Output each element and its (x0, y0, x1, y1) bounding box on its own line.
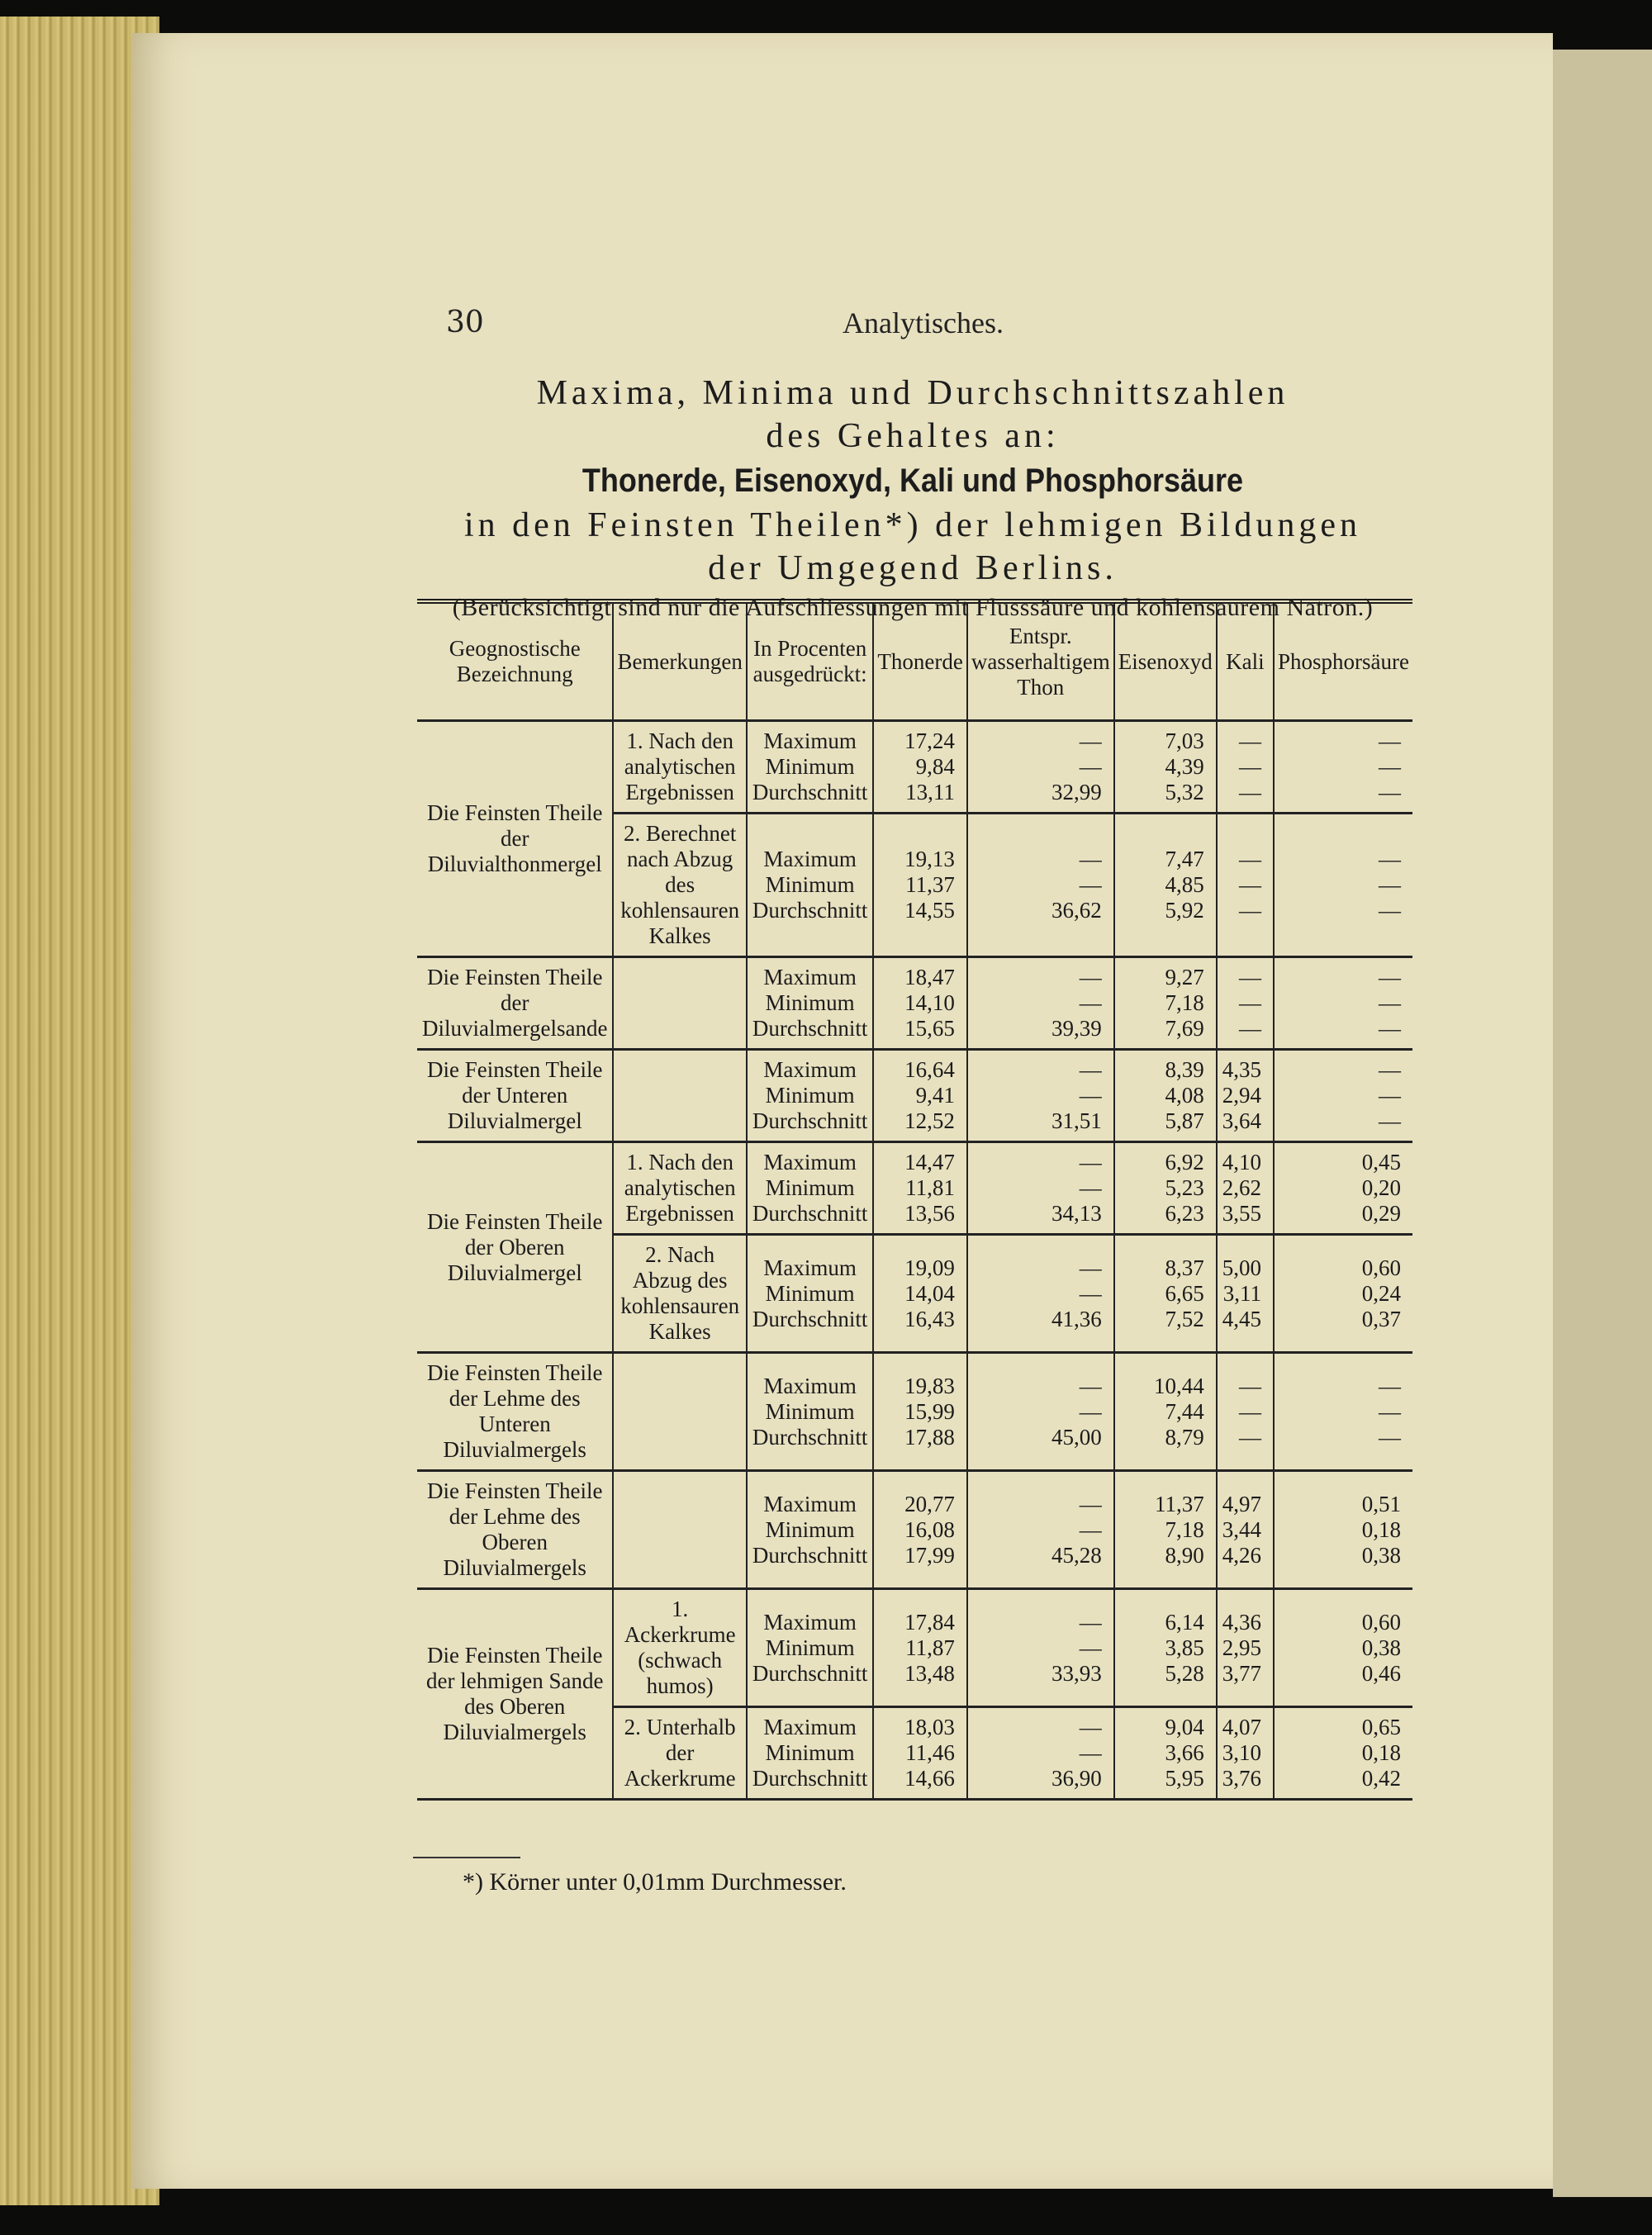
kali-cell-value: 4,35 (1222, 1057, 1262, 1082)
kind-cell (747, 1707, 873, 1800)
thon-cell-value: 18,47 (904, 965, 955, 989)
kind-cell-value: Durchschnitt (752, 780, 868, 804)
kali-cell (1217, 957, 1274, 1050)
phos-cell-value: 0,29 (1361, 1201, 1401, 1226)
phos-cell-value: 0,60 (1361, 1609, 1401, 1635)
facing-page-edge (1553, 50, 1652, 2197)
kali-cell-value: 3,44 (1222, 1516, 1262, 1542)
thon-cell-value: 15,99 (904, 1398, 955, 1424)
eisen-cell-value: 6,92 (1165, 1150, 1204, 1174)
kali-cell-value: — (1239, 965, 1262, 989)
wasser-cell (967, 1589, 1114, 1707)
wasser-cell-value: 39,39 (1051, 1016, 1102, 1041)
phos-cell-value: 0,42 (1361, 1766, 1401, 1791)
column-header-wasser: Entspr. wasserhaltigem Thon (967, 601, 1114, 721)
thon-cell-value: 11,46 (905, 1740, 955, 1765)
page-number: 30 (446, 306, 484, 339)
thon-cell-value: 14,10 (904, 990, 955, 1015)
phos-cell-value: 0,38 (1361, 1542, 1401, 1568)
eisen-cell-value: 7,44 (1165, 1398, 1204, 1424)
column-header-proc: In Procenten ausgedrückt: (747, 601, 873, 721)
wasser-cell (967, 1235, 1114, 1353)
eisen-cell-value: 7,52 (1165, 1306, 1204, 1331)
thon-cell-value: 11,81 (905, 1175, 955, 1200)
wasser-cell-value: 32,99 (1051, 780, 1102, 804)
kali-cell-value: — (1239, 754, 1262, 779)
kind-cell (747, 957, 873, 1050)
kind-cell-value: Durchschnitt (752, 1424, 868, 1450)
thon-cell (873, 1353, 966, 1471)
eisen-cell-value: 7,18 (1165, 1516, 1204, 1542)
thon-cell-value: 11,37 (905, 872, 955, 897)
wasser-cell-value: — (1079, 1150, 1102, 1174)
thon-cell (873, 1707, 966, 1800)
phos-cell-value: 0,38 (1361, 1635, 1401, 1660)
page-header (446, 306, 1388, 347)
table-row (417, 957, 1412, 1050)
phos-cell (1274, 1589, 1412, 1707)
phos-cell-value: — (1379, 1016, 1401, 1041)
kali-cell (1217, 1235, 1274, 1353)
wasser-cell (967, 1471, 1114, 1589)
thon-cell-value: 14,47 (904, 1150, 955, 1174)
data-table-wrapper (417, 599, 1408, 1801)
kind-cell-value: Minimum (765, 1740, 855, 1765)
thon-cell (873, 1471, 966, 1589)
thon-cell-value: 16,08 (904, 1516, 955, 1542)
thon-cell-value: 17,99 (904, 1542, 955, 1568)
thon-cell-value: 17,24 (904, 728, 955, 753)
remark-cell: 1. Ackerkrume (schwach humos) (613, 1589, 746, 1707)
kind-cell-value: Maximum (763, 965, 857, 989)
thon-cell-value: 19,09 (904, 1255, 955, 1280)
eisen-cell-value: 5,28 (1165, 1660, 1204, 1686)
wasser-cell-value: — (1079, 1255, 1102, 1280)
phos-cell-value: — (1379, 1373, 1401, 1398)
eisen-cell-value: 8,37 (1165, 1255, 1204, 1280)
kali-cell-value: 3,76 (1222, 1766, 1262, 1791)
kind-cell (747, 1142, 873, 1235)
wasser-cell-value: — (1079, 1516, 1102, 1542)
thon-cell (873, 1235, 966, 1353)
kind-cell-value: Minimum (765, 1083, 855, 1108)
thon-cell-value: 17,84 (904, 1609, 955, 1635)
kali-cell (1217, 721, 1274, 814)
kind-cell (747, 1050, 873, 1142)
designation-cell: Die Feinsten Theile der Oberen Diluvialmergel (417, 1142, 613, 1353)
kali-cell-value: 4,45 (1222, 1306, 1262, 1331)
wasser-cell-value: 45,00 (1051, 1424, 1102, 1450)
phos-cell (1274, 814, 1412, 957)
thon-cell-value: 9,84 (915, 754, 955, 779)
thon-cell-value: 16,64 (904, 1057, 955, 1082)
kali-cell-value: — (1239, 1016, 1262, 1041)
footnote-rule (413, 1857, 520, 1858)
kind-cell (747, 1471, 873, 1589)
kind-cell-value: Maximum (763, 1255, 857, 1280)
column-header-phos: Phosphorsäure (1274, 601, 1412, 721)
thon-cell-value: 13,48 (904, 1660, 955, 1686)
phos-cell-value: — (1379, 990, 1401, 1015)
title-note: (Berücksichtigt sind nur die Aufschliessungen mit Flusssäure und kohlensaurem Natron.) (452, 594, 1374, 621)
remark-cell: 2. Nach Abzug des kohlensauren Kalkes (613, 1235, 746, 1353)
wasser-cell (967, 1142, 1114, 1235)
phos-cell (1274, 1353, 1412, 1471)
kind-cell-value: Minimum (765, 1516, 855, 1542)
eisen-cell (1114, 957, 1217, 1050)
kali-cell-value: 2,94 (1222, 1083, 1262, 1108)
wasser-cell-value: — (1079, 990, 1102, 1015)
kind-cell-value: Durchschnitt (752, 1306, 868, 1331)
phos-cell-value: 0,18 (1361, 1516, 1401, 1542)
phos-cell-value: — (1379, 780, 1401, 804)
kind-cell-value: Minimum (765, 1280, 855, 1306)
wasser-cell-value: — (1079, 1280, 1102, 1306)
column-header-eisen: Eisenoxyd (1114, 601, 1217, 721)
wasser-cell (967, 1707, 1114, 1800)
wasser-cell-value: 45,28 (1051, 1542, 1102, 1568)
title-line-1: Maxima, Minima und Durchschnittszahlen (536, 374, 1289, 412)
eisen-cell-value: 9,27 (1165, 965, 1204, 989)
eisen-cell-value: 8,90 (1165, 1542, 1204, 1568)
table-row (417, 1471, 1412, 1589)
kali-cell-value: — (1239, 847, 1262, 871)
kali-cell (1217, 1707, 1274, 1800)
table-row (417, 1142, 1412, 1235)
wasser-cell-value: 31,51 (1051, 1108, 1102, 1133)
phos-cell-value: — (1379, 898, 1401, 923)
phos-cell (1274, 1050, 1412, 1142)
wasser-cell-value: — (1079, 728, 1102, 753)
wasser-cell-value: — (1079, 1083, 1102, 1108)
kali-cell-value: 3,11 (1222, 1280, 1262, 1306)
title-line-5: der Umgegend Berlins. (708, 549, 1118, 587)
wasser-cell-value: 36,90 (1051, 1766, 1102, 1791)
thon-cell-value: 15,65 (904, 1016, 955, 1041)
remark-cell: 1. Nach den analytischen Ergebnissen (613, 1142, 746, 1235)
phos-cell (1274, 1471, 1412, 1589)
kind-cell-value: Maximum (763, 1715, 857, 1739)
kali-cell-value: 4,07 (1222, 1715, 1262, 1739)
designation-cell: Die Feinsten Theile der lehmigen Sande des Oberen Diluvialmergels (417, 1589, 613, 1800)
thon-cell-value: 12,52 (904, 1108, 955, 1133)
eisen-cell-value: 9,04 (1165, 1715, 1204, 1739)
eisen-cell (1114, 814, 1217, 957)
kind-cell-value: Durchschnitt (752, 1542, 868, 1568)
kali-cell (1217, 814, 1274, 957)
designation-cell: Die Feinsten Theile der Unteren Diluvialmergel (417, 1050, 613, 1142)
title-line-2: des Gehaltes an: (766, 417, 1060, 455)
eisen-cell-value: 3,85 (1165, 1635, 1204, 1660)
kind-cell-value: Durchschnitt (752, 1016, 868, 1041)
eisen-cell-value: 6,23 (1165, 1201, 1204, 1226)
table-row (417, 721, 1412, 814)
phos-cell (1274, 1707, 1412, 1800)
thon-cell-value: 20,77 (904, 1491, 955, 1516)
table-row (417, 1589, 1412, 1707)
kind-cell-value: Durchschnitt (752, 898, 868, 923)
wasser-cell-value: — (1079, 965, 1102, 989)
footnote: *) Körner unter 0,01mm Durchmesser. (463, 1868, 847, 1896)
kind-cell-value: Maximum (763, 1373, 857, 1398)
thon-cell-value: 14,66 (904, 1766, 955, 1791)
wasser-cell-value: 34,13 (1051, 1201, 1102, 1226)
thon-cell-value: 19,83 (904, 1373, 955, 1398)
wasser-cell (967, 1353, 1114, 1471)
kind-cell-value: Durchschnitt (752, 1108, 868, 1133)
table-body (417, 721, 1412, 1800)
title-line-3: Thonerde, Eisenoxyd, Kali und Phosphorsäure (582, 463, 1244, 499)
kali-cell (1217, 1050, 1274, 1142)
kali-cell-value: — (1239, 1373, 1262, 1398)
thon-cell (873, 721, 966, 814)
phos-cell-value: 0,46 (1361, 1660, 1401, 1686)
kind-cell-value: Maximum (763, 728, 857, 753)
eisen-cell-value: 5,87 (1165, 1108, 1204, 1133)
kind-cell-value: Minimum (765, 754, 855, 779)
thon-cell-value: 17,88 (904, 1424, 955, 1450)
eisen-cell (1114, 1353, 1217, 1471)
eisen-cell-value: 8,39 (1165, 1057, 1204, 1082)
remark-cell (613, 1471, 746, 1589)
wasser-cell-value: — (1079, 754, 1102, 779)
eisen-cell-value: 7,18 (1165, 990, 1204, 1015)
phos-cell-value: 0,45 (1361, 1150, 1401, 1174)
kind-cell (747, 1589, 873, 1707)
kali-cell-value: 3,64 (1222, 1108, 1262, 1133)
kind-cell-value: Maximum (763, 847, 857, 871)
kind-cell (747, 721, 873, 814)
table-title (396, 372, 1429, 626)
kali-cell-value: 4,26 (1222, 1542, 1262, 1568)
remark-cell (613, 957, 746, 1050)
wasser-cell-value: — (1079, 1057, 1102, 1082)
wasser-cell-value: — (1079, 1635, 1102, 1660)
phos-cell-value: 0,51 (1361, 1491, 1401, 1516)
kali-cell-value: 3,10 (1222, 1740, 1262, 1765)
kind-cell-value: Maximum (763, 1491, 857, 1516)
phos-cell-value: — (1379, 965, 1401, 989)
eisen-cell (1114, 1589, 1217, 1707)
kind-cell-value: Maximum (763, 1150, 857, 1174)
wasser-cell-value: — (1079, 1609, 1102, 1635)
kali-cell-value: — (1239, 872, 1262, 897)
eisen-cell-value: 6,65 (1165, 1280, 1204, 1306)
kali-cell (1217, 1589, 1274, 1707)
title-line-4: in den Feinsten Theilen*) der lehmigen Bildungen (463, 506, 1362, 544)
wasser-cell-value: — (1079, 1491, 1102, 1516)
eisen-cell-value: 6,14 (1165, 1609, 1204, 1635)
phos-cell (1274, 1235, 1412, 1353)
kali-cell-value: — (1239, 1424, 1262, 1450)
wasser-cell (967, 721, 1114, 814)
eisen-cell (1114, 1707, 1217, 1800)
wasser-cell-value: — (1079, 1373, 1102, 1398)
thon-cell-value: 9,41 (915, 1083, 955, 1108)
thon-cell-value: 13,56 (904, 1201, 955, 1226)
phos-cell-value: 0,60 (1361, 1255, 1401, 1280)
kali-cell-value: 4,10 (1222, 1150, 1262, 1174)
eisen-cell-value: 11,37 (1155, 1491, 1204, 1516)
kind-cell-value: Minimum (765, 1398, 855, 1424)
wasser-cell (967, 957, 1114, 1050)
thon-cell (873, 1589, 966, 1707)
kali-cell-value: — (1239, 990, 1262, 1015)
wasser-cell-value: — (1079, 1398, 1102, 1424)
thon-cell-value: 11,87 (905, 1635, 955, 1660)
phos-cell-value: — (1379, 872, 1401, 897)
kali-cell-value: — (1239, 780, 1262, 804)
remark-cell: 2. Unterhalb der Ackerkrume (613, 1707, 746, 1800)
kind-cell-value: Durchschnitt (752, 1201, 868, 1226)
eisen-cell (1114, 1471, 1217, 1589)
remark-cell: 2. Berechnet nach Abzug des kohlensauren Kalkes (613, 814, 746, 957)
remark-cell (613, 1353, 746, 1471)
thon-cell-value: 14,04 (904, 1280, 955, 1306)
phos-cell-value: 0,18 (1361, 1740, 1401, 1765)
eisen-cell-value: 8,79 (1165, 1424, 1204, 1450)
phos-cell-value: — (1379, 1398, 1401, 1424)
column-header-kali: Kali (1217, 601, 1274, 721)
kind-cell-value: Maximum (763, 1057, 857, 1082)
kind-cell-value: Durchschnitt (752, 1660, 868, 1686)
kali-cell-value: — (1239, 1398, 1262, 1424)
thon-cell (873, 1142, 966, 1235)
column-header-bem: Bemerkungen (613, 601, 746, 721)
table-row (417, 1353, 1412, 1471)
kali-cell-value: 3,77 (1222, 1660, 1262, 1686)
kali-cell (1217, 1353, 1274, 1471)
phos-cell-value: 0,24 (1361, 1280, 1401, 1306)
eisen-cell-value: 4,39 (1165, 754, 1204, 779)
wasser-cell-value: 36,62 (1051, 898, 1102, 923)
eisen-cell-value: 10,44 (1154, 1373, 1204, 1398)
kind-cell (747, 1235, 873, 1353)
thon-cell-value: 18,03 (904, 1715, 955, 1739)
eisen-cell-value: 7,47 (1165, 847, 1204, 871)
kind-cell (747, 814, 873, 957)
remark-cell (613, 1050, 746, 1142)
phos-cell-value: — (1379, 728, 1401, 753)
wasser-cell (967, 814, 1114, 957)
eisen-cell (1114, 1142, 1217, 1235)
kali-cell-value: 4,36 (1222, 1609, 1262, 1635)
kind-cell (747, 1353, 873, 1471)
column-header-thon: Thonerde (873, 601, 966, 721)
kali-cell-value: 3,55 (1222, 1201, 1262, 1226)
phos-cell-value: 0,37 (1361, 1306, 1401, 1331)
eisen-cell-value: 3,66 (1165, 1740, 1204, 1765)
kali-cell (1217, 1471, 1274, 1589)
phos-cell (1274, 721, 1412, 814)
column-header-geo: Geognostische Bezeichnung (417, 601, 613, 721)
table-header-row (417, 601, 1412, 721)
phos-cell-value: — (1379, 1108, 1401, 1133)
kali-cell-value: 4,97 (1222, 1491, 1262, 1516)
phos-cell-value: 0,20 (1361, 1175, 1401, 1200)
wasser-cell-value: — (1079, 872, 1102, 897)
thon-cell (873, 814, 966, 957)
wasser-cell-value: 33,93 (1051, 1660, 1102, 1686)
thon-cell-value: 19,13 (904, 847, 955, 871)
phos-cell-value: 0,65 (1361, 1715, 1401, 1739)
eisen-cell (1114, 721, 1217, 814)
designation-cell: Die Feinsten Theile der Diluvialmergelsande (417, 957, 613, 1050)
phos-cell (1274, 957, 1412, 1050)
kind-cell-value: Maximum (763, 1609, 857, 1635)
designation-cell: Die Feinsten Theile der Lehme des Unteren Diluvialmergels (417, 1353, 613, 1471)
eisen-cell-value: 7,03 (1165, 728, 1204, 753)
eisen-cell-value: 5,32 (1165, 780, 1204, 804)
wasser-cell-value: — (1079, 1740, 1102, 1765)
eisen-cell-value: 4,08 (1165, 1083, 1204, 1108)
phos-cell-value: — (1379, 754, 1401, 779)
kind-cell-value: Minimum (765, 1635, 855, 1660)
wasser-cell (967, 1050, 1114, 1142)
kali-cell-value: — (1239, 898, 1262, 923)
kali-cell-value: 2,62 (1222, 1175, 1262, 1200)
thon-cell (873, 1050, 966, 1142)
thon-cell (873, 957, 966, 1050)
eisen-cell-value: 5,95 (1165, 1766, 1204, 1791)
designation-cell: Die Feinsten Theile der Lehme des Oberen Diluvialmergels (417, 1471, 613, 1589)
thon-cell-value: 14,55 (904, 898, 955, 923)
eisen-cell (1114, 1050, 1217, 1142)
kali-cell-value: — (1239, 728, 1262, 753)
eisen-cell-value: 7,69 (1165, 1016, 1204, 1041)
thon-cell-value: 13,11 (905, 780, 955, 804)
eisen-cell-value: 4,85 (1165, 872, 1204, 897)
kali-cell-value: 5,00 (1222, 1255, 1262, 1280)
eisen-cell-value: 5,23 (1165, 1175, 1204, 1200)
kind-cell-value: Minimum (765, 1175, 855, 1200)
eisen-cell (1114, 1235, 1217, 1353)
thon-cell-value: 16,43 (904, 1306, 955, 1331)
table-row (417, 1050, 1412, 1142)
running-head: Analytisches. (843, 306, 1004, 339)
wasser-cell-value: — (1079, 1175, 1102, 1200)
eisen-cell-value: 5,92 (1165, 898, 1204, 923)
kind-cell-value: Minimum (765, 990, 855, 1015)
wasser-cell-value: — (1079, 1715, 1102, 1739)
phos-cell-value: — (1379, 1083, 1401, 1108)
data-table (417, 599, 1412, 1801)
kind-cell-value: Durchschnitt (752, 1766, 868, 1791)
wasser-cell-value: — (1079, 847, 1102, 871)
phos-cell (1274, 1142, 1412, 1235)
kali-cell (1217, 1142, 1274, 1235)
designation-cell: Die Feinsten Theile der Diluvialthonmergel (417, 721, 613, 957)
kind-cell-value: Minimum (765, 872, 855, 897)
remark-cell: 1. Nach den analytischen Ergebnissen (613, 721, 746, 814)
phos-cell-value: — (1379, 1057, 1401, 1082)
wasser-cell-value: 41,36 (1051, 1306, 1102, 1331)
phos-cell-value: — (1379, 1424, 1401, 1450)
phos-cell-value: — (1379, 847, 1401, 871)
kali-cell-value: 2,95 (1222, 1635, 1262, 1660)
